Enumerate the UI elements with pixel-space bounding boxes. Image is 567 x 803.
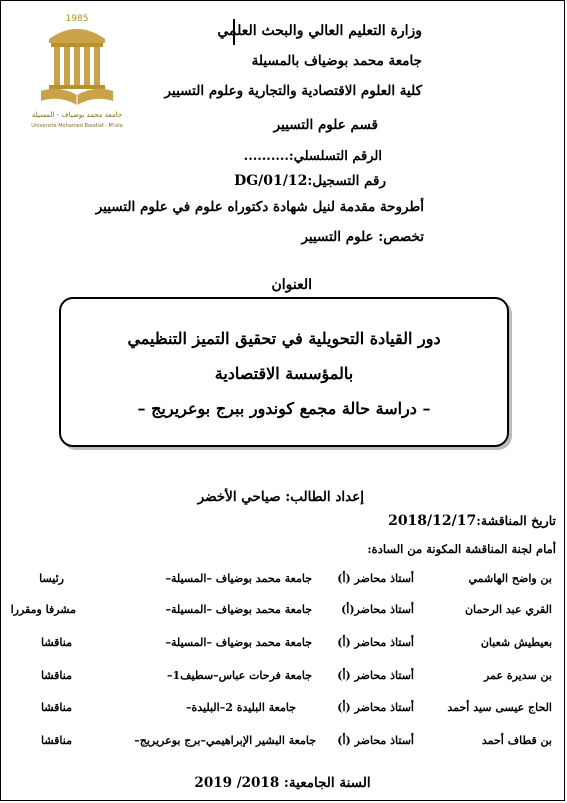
- academic-year: السنة الجامعية: 2018/ 2019: [194, 775, 371, 791]
- member-rank: أستاذ محاضر (أ): [337, 636, 414, 649]
- member-university: جامعة محمد بوضياف –المسيلة–: [165, 603, 312, 616]
- member-role: مناقشا: [41, 701, 72, 714]
- member-name: بن سديرة عمر: [484, 669, 552, 682]
- defense-date-value: 2018/12/17: [388, 513, 477, 529]
- registration-label: رقم التسجيل:: [307, 173, 386, 189]
- defense-date-label: تاريخ المناقشة:: [476, 513, 556, 528]
- member-rank: أستاذ محاضر (أ): [337, 669, 414, 682]
- member-role: مناقشا: [41, 636, 72, 649]
- member-university: جامعة محمد بوضياف –المسيلة–: [165, 636, 312, 649]
- university-logo: [27, 9, 127, 131]
- university-logo-icon: [27, 9, 127, 131]
- ministry-name: وزارة التعليم العالي والبحث العلمي: [217, 23, 422, 39]
- department-name: قسم علوم التسيير: [273, 117, 378, 133]
- title-label: العنوان: [271, 277, 312, 293]
- member-university: جامعة محمد بوضياف –المسيلة–: [165, 572, 312, 585]
- thesis-title-box: [59, 297, 509, 447]
- member-role: مناقشا: [41, 669, 72, 682]
- logo-year: 1985: [65, 14, 89, 24]
- serial-number: الرقم التسلسلي:..........: [243, 149, 382, 164]
- specialty: تخصص: علوم التسيير: [301, 229, 424, 245]
- member-university: جامعة البليدة 2–البليدة–: [185, 701, 296, 714]
- committee-row: [1, 636, 564, 656]
- member-role: مناقشا: [41, 734, 72, 747]
- thesis-title-line3: – دراسة حالة مجمع كوندور ببرج بوعريريج –: [137, 399, 431, 418]
- member-name: القري عبد الرحمان: [464, 603, 552, 616]
- committee-row: [1, 669, 564, 689]
- member-rank: أستاذ محاضر(أ): [341, 603, 414, 616]
- member-name: الحاج عيسى سيد أحمد: [447, 701, 552, 714]
- committee-row: [1, 572, 564, 592]
- committee-intro: أمام لجنة المناقشة المكونة من السادة:: [367, 542, 556, 556]
- student-name: إعداد الطالب: صياحي الأخضر: [197, 489, 364, 505]
- registration-number: [234, 173, 386, 189]
- member-name: بعيطيش شعبان: [480, 636, 552, 649]
- committee-row: [1, 701, 564, 721]
- thesis-statement: أطروحة مقدمة لنيل شهادة دكتوراه علوم في علوم التسيير: [95, 199, 424, 215]
- member-rank: أستاذ محاضر (أ): [337, 572, 414, 585]
- member-role: رئيسا: [39, 572, 64, 585]
- thesis-title-line2: بالمؤسسة الاقتصادية: [214, 364, 354, 383]
- member-name: بن واضح الهاشمي: [468, 572, 552, 585]
- member-rank: أستاذ محاضر (أ): [337, 734, 414, 747]
- defense-date: [388, 513, 556, 529]
- thesis-title-line1: دور القيادة التحويلية في تحقيق التميز التنظيمي: [127, 329, 441, 348]
- committee-row: [1, 734, 564, 754]
- registration-value: DG/01/12: [234, 173, 308, 189]
- member-rank: أستاذ محاضر (أ): [337, 701, 414, 714]
- member-role: مشرفا ومقررا: [10, 603, 76, 616]
- university-name: جامعة محمد بوضياف بالمسيلة: [251, 53, 422, 69]
- member-university: جامعة البشير الإبراهيمي–برج بوعريريج–: [134, 734, 316, 747]
- committee-row: [1, 603, 564, 623]
- logo-name-ar: جامعة محمد بوضياف - المسيلة: [31, 111, 123, 119]
- member-name: بن قطاف أحمد: [481, 734, 552, 747]
- member-university: جامعة فرحات عباس–سطيف1–: [166, 669, 312, 682]
- logo-name-fr: Université Mohamed Boudiaf - M'sila: [31, 123, 123, 129]
- faculty-name: كلية العلوم الاقتصادية والتجارية وعلوم التسيير: [164, 83, 422, 99]
